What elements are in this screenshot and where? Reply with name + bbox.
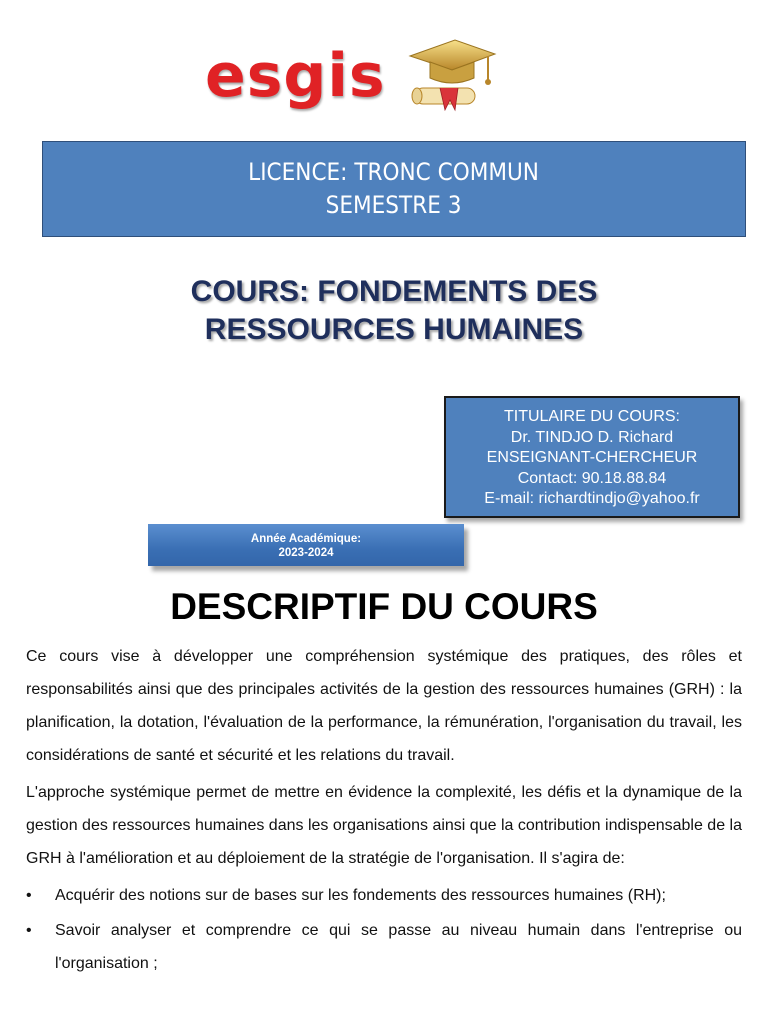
teacher-email: E-mail: richardtindjo@yahoo.fr: [484, 490, 700, 507]
logo-text: esgis: [205, 41, 386, 111]
licence-title: LICENCE: TRONC COMMUN: [248, 158, 540, 186]
list-item: [26, 914, 742, 980]
academic-year-label: Année Académique:: [250, 533, 362, 545]
course-title-line2: RESSOURCES HUMAINES: [204, 313, 584, 346]
list-item: [26, 879, 742, 912]
course-description: [26, 640, 742, 982]
teacher-name: Dr. TINDJO D. Richard: [510, 428, 674, 446]
course-title: [0, 273, 768, 349]
esgis-logo: [205, 38, 505, 118]
bullet-text-1: Acquérir des notions sur de bases sur les fondements des ressources humaines (RH);: [55, 887, 666, 904]
graduation-cap-icon: [400, 38, 500, 113]
titulaire-box: [444, 396, 740, 518]
bullet-text-2: Savoir analyser et comprendre ce qui se passe au niveau humain dans l'entreprise ou l'organisation ;: [55, 922, 742, 972]
semestre-label: SEMESTRE 3: [326, 191, 462, 219]
teacher-contact: Contact: 90.18.88.84: [517, 469, 667, 487]
section-title: DESCRIPTIF DU COURS: [170, 586, 598, 627]
teacher-role: ENSEIGNANT-CHERCHEUR: [486, 449, 698, 466]
bullet-marker: •: [26, 887, 32, 904]
academic-year-value: 2023-2024: [278, 547, 334, 559]
licence-banner: [42, 141, 746, 237]
academic-year-box: [148, 524, 464, 566]
paragraph-1: Ce cours vise à développer une compréhension systémique des pratiques, des rôles et responsabilités ainsi que des principales activités de la gestion des ressources humaines (GRH) : la planification, la dotation, l'évaluation de la performance, la rémunération, l'organisation du travail, les considérations de santé et sécurité et les relations du travail.: [26, 648, 742, 764]
bullet-marker: •: [26, 922, 32, 939]
paragraph-2: L'approche systémique permet de mettre en évidence la complexité, les défis et la dynamique de la gestion des ressources humaines dans les organisations ainsi que la contribution indispensable de la GRH à l'amélioration et au déploiement de la stratégie de l'organisation. Il s'agira de:: [26, 784, 742, 867]
course-title-line1: COURS: FONDEMENTS DES: [190, 275, 598, 308]
titulaire-label: TITULAIRE DU COURS:: [503, 408, 680, 425]
